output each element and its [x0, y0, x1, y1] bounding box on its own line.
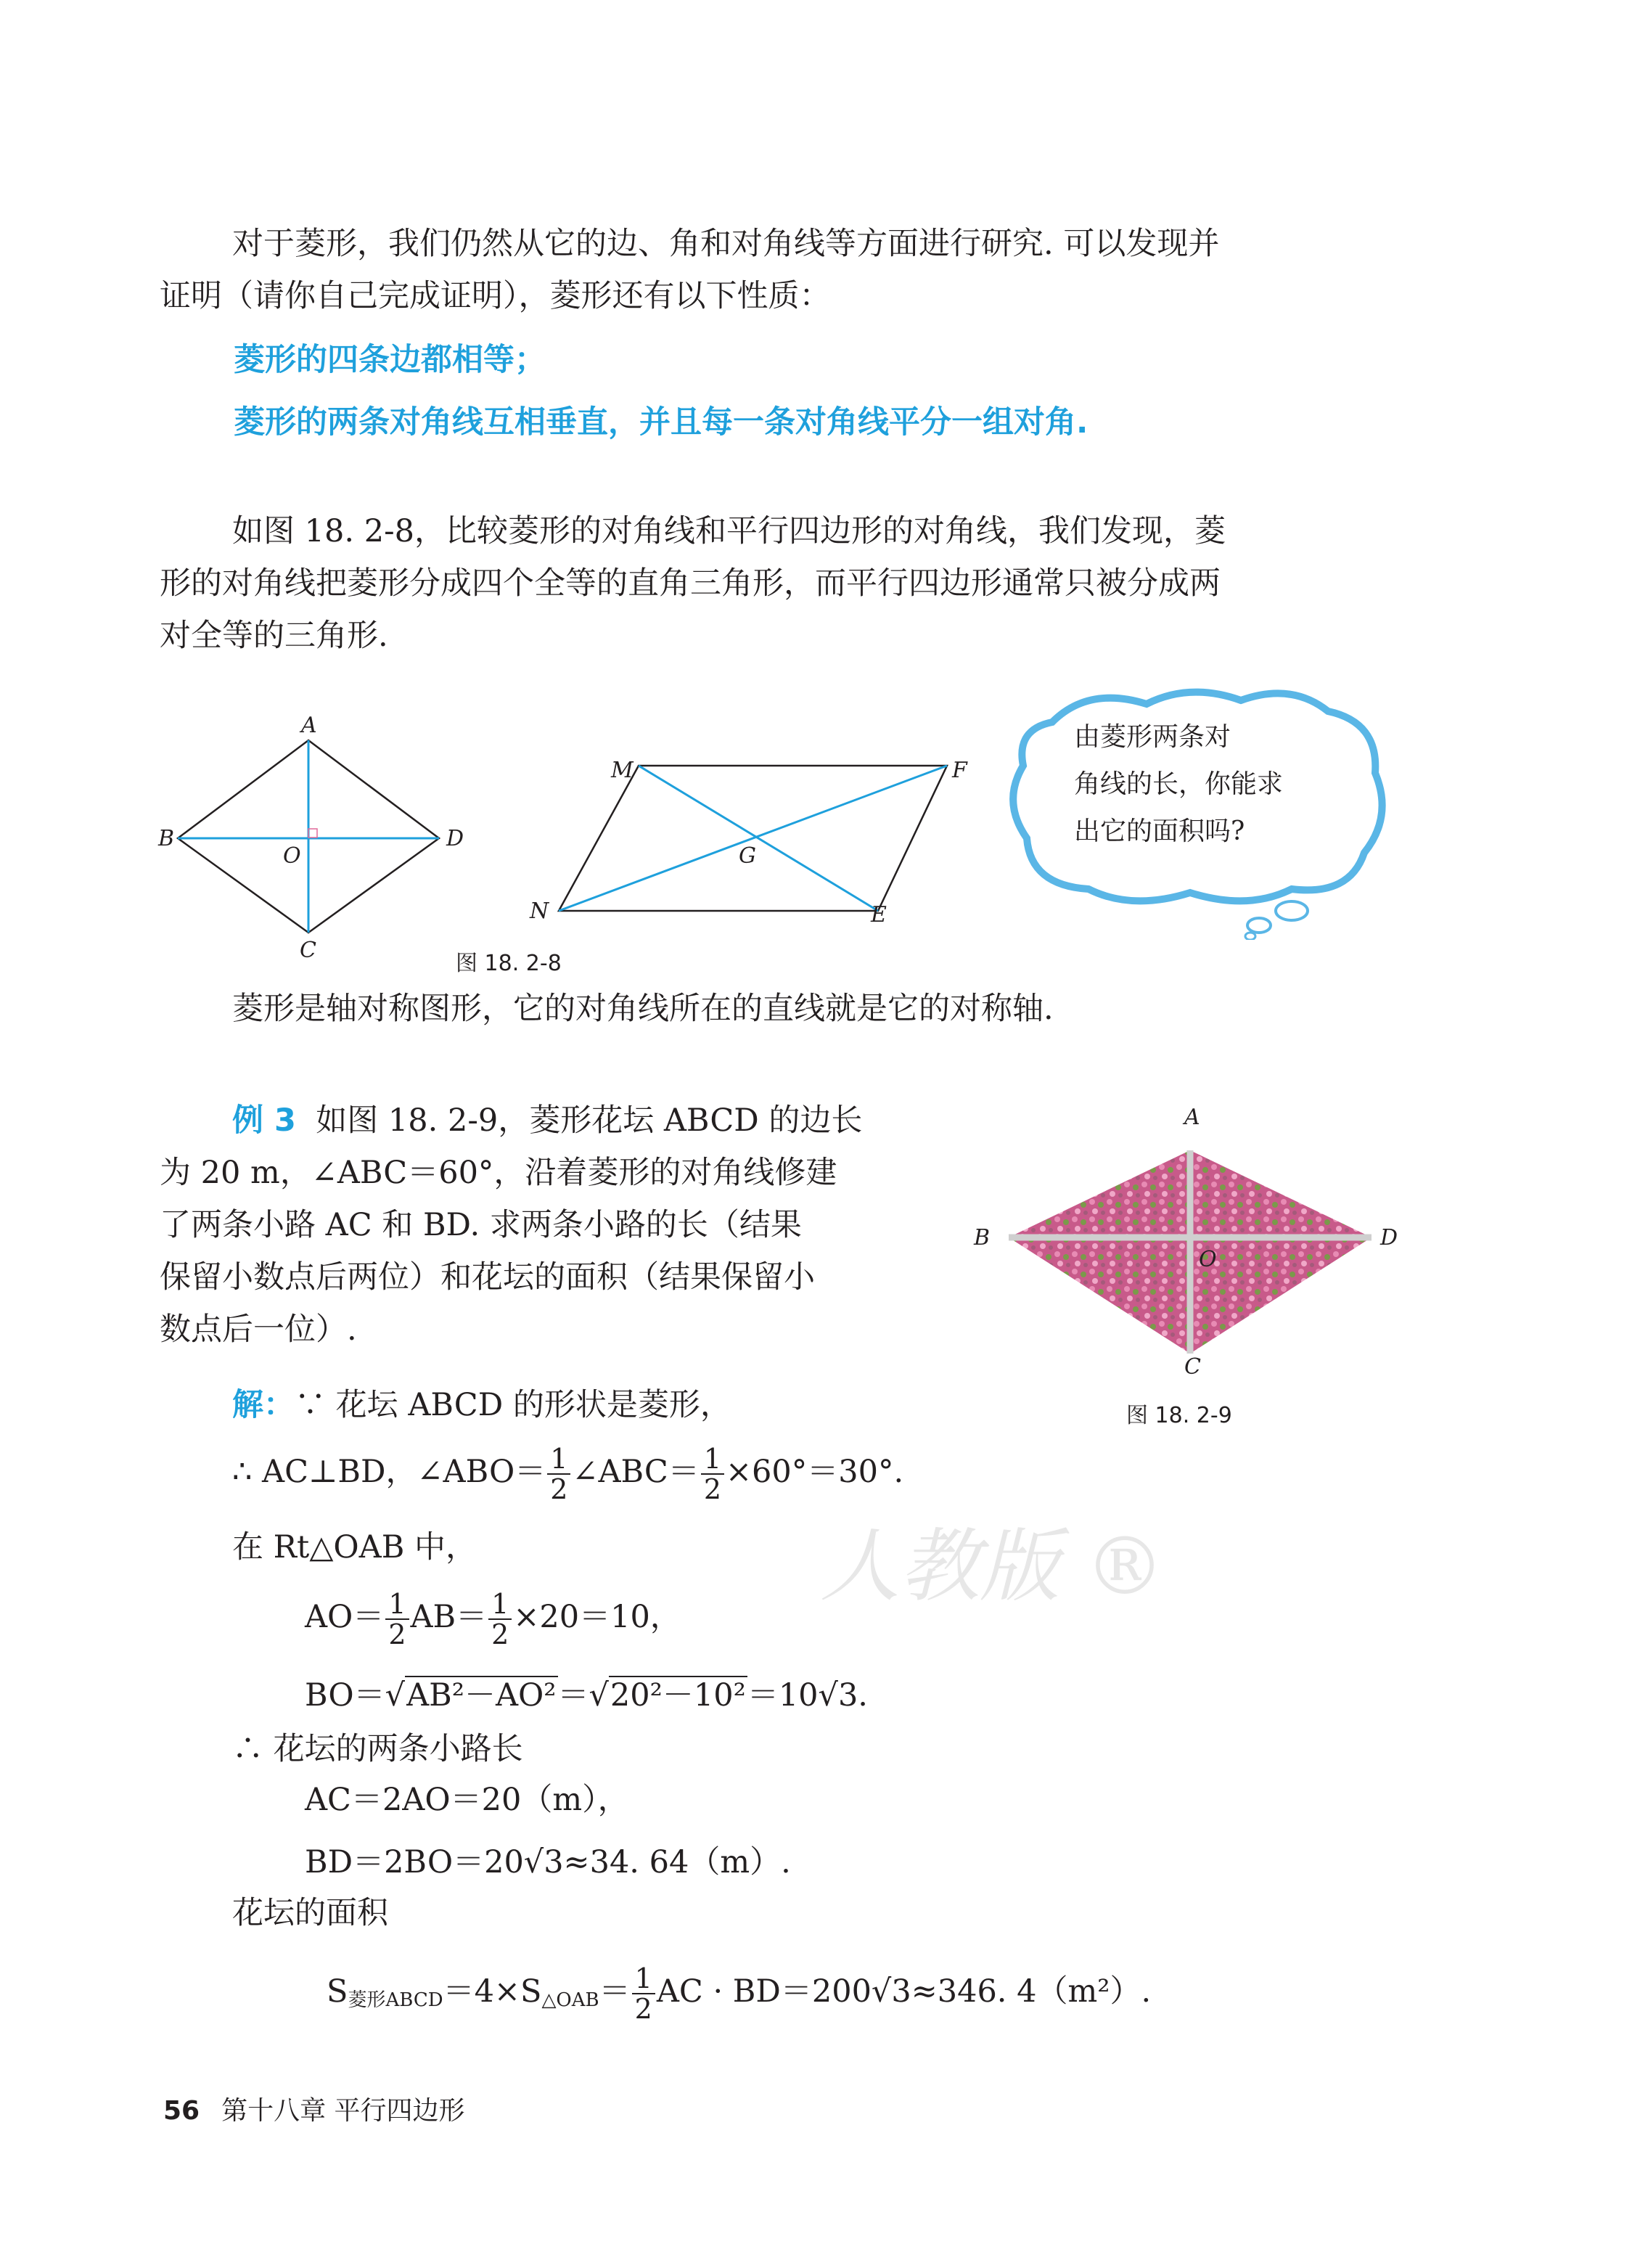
intro-line-1: 对于菱形，我们仍然从它的边、角和对角线等方面进行研究. 可以发现并 — [232, 226, 1220, 262]
compare-paragraph — [160, 505, 1408, 662]
example-line-2: 为 20 m，∠ABC＝60°，沿着菱形的对角线修建 — [160, 1155, 837, 1191]
compare-line-1: 如图 18. 2-8，比较菱形的对角线和平行四边形的对角线，我们发现，菱 — [232, 513, 1226, 549]
intro-paragraph — [160, 218, 1408, 322]
example-line-4: 保留小数点后两位）和花坛的面积（结果保留小 — [160, 1259, 815, 1295]
property-diagonals: 菱形的两条对角线互相垂直，并且每一条对角线平分一组对角. — [234, 404, 1088, 441]
solution-line-4: AO＝ $\frac{1}{2}$ AB＝ $\frac{1}{2}$ ×20＝10， — [305, 1588, 681, 1650]
rhombus-label-b: B — [158, 826, 175, 851]
figure-parallelogram — [537, 748, 987, 929]
rhombus-label-d: D — [446, 826, 464, 851]
solution-label: 解： — [232, 1387, 295, 1423]
parallelogram-label-f: F — [952, 758, 967, 783]
rhombus-label-a: A — [301, 713, 317, 738]
page-footer — [163, 2090, 465, 2127]
fraction-half: $\frac{1}{2}$ — [547, 1444, 570, 1504]
flowerbed-label-c: C — [1184, 1354, 1201, 1380]
flowerbed-label-o: O — [1199, 1247, 1217, 1272]
fraction-half: $\frac{1}{2}$ — [632, 1964, 655, 2023]
fraction-half: $\frac{1}{2}$ — [385, 1589, 409, 1649]
chapter-title: 第十八章 平行四边形 — [221, 2096, 465, 2126]
bubble-line-1: 由菱形两条对 — [1074, 722, 1231, 752]
solution-line-7: AC＝2AO＝20（m）， — [305, 1782, 629, 1818]
solution-line-10: $S_{菱形ABCD}=4\times S_{\triangle OAB}=$ $\frac{1}{2}$ AC · BD＝200√3≈346. 4（m²）. — [327, 1962, 1152, 2025]
example-line-5: 数点后一位）. — [160, 1311, 357, 1348]
rhombus-label-o: O — [283, 843, 301, 869]
fraction-half: $\frac{1}{2}$ — [488, 1589, 512, 1649]
example-line-3: 了两条小路 AC 和 BD. 求两条小路的长（结果 — [160, 1207, 802, 1243]
property-sides: 菱形的四条边都相等； — [234, 342, 546, 378]
page-number: 56 — [163, 2096, 200, 2126]
solution-line-1: 解：∵ 花坛 ABCD 的形状是菱形， — [232, 1387, 731, 1423]
compare-line-3: 对全等的三角形. — [160, 618, 388, 654]
flowerbed-label-a: A — [1184, 1105, 1200, 1130]
axis-statement: 菱形是轴对称图形，它的对角线所在的直线就是它的对称轴. — [232, 991, 1054, 1027]
figure-flowerbed — [1001, 1129, 1379, 1368]
figure-9-caption: 图 18. 2-9 — [1126, 1403, 1232, 1428]
example-line-1: 例 3 如图 18. 2-9，菱形花坛 ABCD 的边长 — [232, 1102, 863, 1139]
solution-line-8: BD＝2BO＝20√3≈34. 64（m）. — [305, 1844, 791, 1880]
bubble-line-2: 角线的长，你能求 — [1074, 769, 1284, 799]
parallelogram-label-m: M — [611, 758, 634, 783]
watermark: 人教版 ® — [820, 1520, 1165, 1613]
flowerbed-label-d: D — [1380, 1225, 1398, 1250]
solution-line-3: 在 Rt△OAB 中， — [232, 1529, 477, 1565]
solution-line-2: ∴ AC⊥BD，∠ABO＝ $\frac{1}{2}$ ∠ABC＝ $\frac{1}{2}$ ×60°＝30°. — [232, 1443, 904, 1505]
parallelogram-label-n: N — [530, 898, 549, 924]
bubble-line-3: 出它的面积吗? — [1074, 816, 1245, 846]
solution-line-6: ∴ 花坛的两条小路长 — [232, 1731, 523, 1767]
parallelogram-label-e: E — [871, 902, 887, 928]
flowerbed-label-b: B — [974, 1225, 991, 1250]
figure-8-caption: 图 18. 2-8 — [456, 951, 562, 976]
figure-rhombus — [160, 719, 479, 958]
compare-line-2: 形的对角线把菱形分成四个全等的直角三角形，而平行四边形通常只被分成两 — [160, 565, 1221, 602]
fraction-half: $\frac{1}{2}$ — [701, 1444, 724, 1504]
rhombus-label-c: C — [300, 938, 316, 963]
example-label: 例 3 — [232, 1102, 296, 1139]
solution-line-9: 花坛的面积 — [232, 1895, 388, 1931]
solution-line-5: BO＝√AB²－AO²＝√20²－10²＝10√3. — [305, 1677, 868, 1714]
parallelogram-label-g: G — [739, 843, 756, 869]
intro-line-2: 证明（请你自己完成证明），菱形还有以下性质： — [160, 278, 831, 314]
